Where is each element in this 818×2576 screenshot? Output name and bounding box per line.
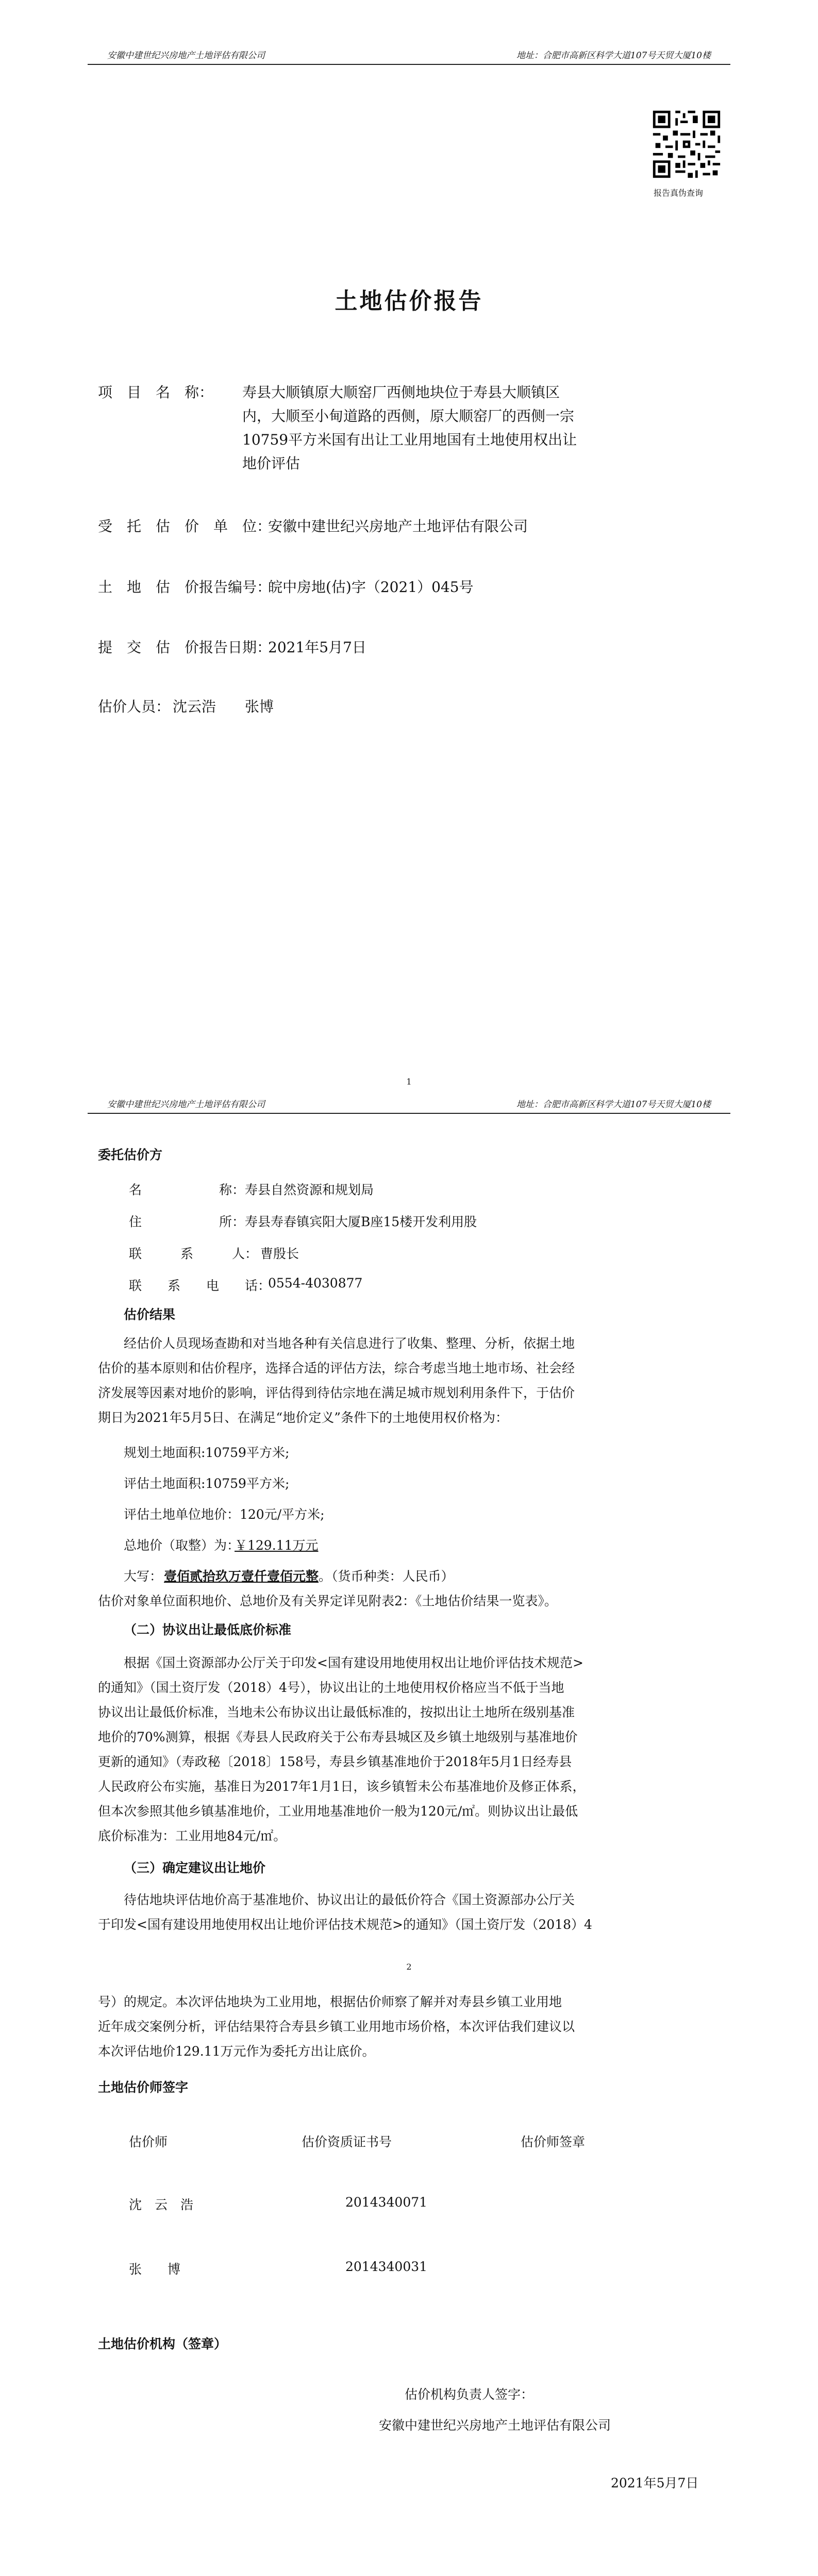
sec3-line-1: 待估地块评估地价高于基准地价、协议出让的最低价符合《国土资源部办公厅关 <box>124 1892 575 1907</box>
section2-heading: （二）协议出让最低底价标准 <box>124 1622 292 1637</box>
submit-date-value: 2021年5月7日 <box>268 639 366 656</box>
attachment-note: 估价对象单位面积地价、总地价及有关界定详见附表2：《土地估价结果一览表》。 <box>98 1594 557 1608</box>
result-para-line-1: 经估价人员现场查勘和对当地各种有关信息进行了收集、整理、分析，依据土地 <box>124 1336 575 1351</box>
header-address: 地址：合肥市高新区科学大道107号天贸大厦10楼 <box>516 50 711 61</box>
capital-note: 。（货币种类：人民币） <box>319 1569 454 1584</box>
entrust-value: 安徽中建世纪兴房地产土地评估有限公司 <box>268 518 528 535</box>
result-para-line-3: 济发展等因素对地价的影响，评估得到待估宗地在满足城市规划利用条件下，于估价 <box>98 1385 575 1400</box>
submit-date-label: 提 交 估 价报告日期： <box>98 639 272 656</box>
header-company: 安徽中建世纪兴房地产土地评估有限公司 <box>107 1099 265 1110</box>
signer-name-2: 张 博 <box>129 2262 181 2277</box>
org-heading: 土地估价机构（签章） <box>98 2336 227 2351</box>
page-number-1: 1 <box>406 1077 412 1087</box>
client-name-value: 寿县自然资源和规划局 <box>245 1182 374 1197</box>
entrust-label: 受 托 估 价 单 位： <box>98 518 272 535</box>
qr-code[interactable] <box>650 108 723 180</box>
page2-header <box>88 1096 730 1114</box>
appraisers-value: 沈云浩 张博 <box>173 698 274 715</box>
report-no-label: 土 地 估 价报告编号： <box>98 579 272 596</box>
unit-price: 评估土地单位地价：120元/平方米; <box>124 1507 325 1522</box>
p3-para-line-3: 本次评估地价129.11万元作为委托方出让底价。 <box>98 2044 375 2059</box>
result-heading: 估价结果 <box>124 1307 176 1322</box>
client-phone-label: 联 系 电 话： <box>129 1278 271 1293</box>
signer-name-1: 沈 云 浩 <box>129 2197 194 2212</box>
sec2-line-7: 但本次参照其他乡镇基准地价，工业用地基准地价一般为120元/㎡。则协议出让最低 <box>98 1804 578 1819</box>
signer-cert-2: 2014340031 <box>345 2259 428 2274</box>
project-line-3: 10759平方米国有出让工业用地国有土地使用权出让 <box>242 431 577 448</box>
client-phone-value: 0554-4030877 <box>268 1276 363 1291</box>
table-header-appraiser: 估价师 <box>129 2134 168 2149</box>
qr-caption: 报告真伪查询 <box>654 188 704 198</box>
project-label: 项 目 名 称： <box>98 384 214 401</box>
project-line-1: 寿县大顺镇原大顺窑厂西侧地块位于寿县大顺镇区 <box>242 384 560 401</box>
qr-code-icon <box>650 108 723 180</box>
client-address-label: 住 所： <box>129 1214 245 1229</box>
appraisers-label: 估价人员： <box>98 698 171 715</box>
sec2-line-2: 的通知》（国土资厅发（2018）4号），协议出让的土地使用权价格应当不低于当地 <box>98 1680 564 1695</box>
page-number-2: 2 <box>406 1962 412 1972</box>
sec2-line-1: 根据《国土资源部办公厅关于印发<国有建设用地使用权出让地价评估技术规范> <box>124 1655 583 1670</box>
client-address-value: 寿县寿春镇宾阳大厦B座15楼开发利用股 <box>245 1214 477 1229</box>
org-leader-label: 估价机构负责人签字： <box>405 2387 534 2402</box>
sec2-line-6: 人民政府公布实施，基准日为2017年1月1日，该乡镇暂未公布基准地价及修正体系， <box>98 1779 586 1794</box>
client-contact-label: 联 系 人： <box>129 1246 258 1261</box>
page1-header <box>88 47 730 65</box>
plan-area: 规划土地面积:10759平方米; <box>124 1445 290 1460</box>
capital-value: 壹佰贰拾玖万壹仟壹佰元整 <box>164 1569 319 1584</box>
sec2-line-3: 协议出让最低价标准，当地未公布协议出让最低标准的，按拟出让土地所在级别基准 <box>98 1705 575 1720</box>
result-para-line-2: 估价的基本原则和估价程序，选择合适的评估方法，综合考虑当地土地市场、社会经 <box>98 1361 575 1376</box>
report-title: 土地估价报告 <box>335 288 483 314</box>
header-company: 安徽中建世纪兴房地产土地评估有限公司 <box>107 50 265 61</box>
project-line-4: 地价评估 <box>242 455 301 472</box>
sec2-line-8: 底价标准为：工业用地84元/㎡。 <box>98 1828 287 1843</box>
sec3-line-2: 于印发<国有建设用地使用权出让地价评估技术规范>的通知》（国土资厅发（2018）4 <box>98 1917 592 1932</box>
signer-cert-1: 2014340071 <box>345 2195 428 2210</box>
eval-area: 评估土地面积:10759平方米; <box>124 1476 290 1491</box>
client-heading: 委托估价方 <box>98 1147 163 1162</box>
org-name: 安徽中建世纪兴房地产土地评估有限公司 <box>379 2418 611 2433</box>
org-date: 2021年5月7日 <box>611 2476 699 2490</box>
p3-para-line-2: 近年成交案例分析，评估结果符合寿县乡镇工业用地市场价格，本次评估我们建议以 <box>98 2019 575 2034</box>
client-contact-value: 曹殷长 <box>260 1246 299 1261</box>
total-price-value: ￥129.11万元 <box>235 1538 319 1553</box>
capital-label: 大写： <box>124 1569 163 1584</box>
client-name-label: 名 称： <box>129 1182 245 1197</box>
report-no-value: 皖中房地(估)字（2021）045号 <box>268 579 474 596</box>
total-price-label: 总地价（取整）为： <box>124 1538 240 1553</box>
project-line-2: 内，大顺至小甸道路的西侧，原大顺窑厂的西侧一宗 <box>242 408 575 425</box>
header-address: 地址：合肥市高新区科学大道107号天贸大厦10楼 <box>516 1099 711 1110</box>
result-para-line-4: 期日为2021年5月5日、在满足“地价定义”条件下的土地使用权价格为： <box>98 1410 508 1425</box>
section3-heading: （三）确定建议出让地价 <box>124 1860 266 1875</box>
table-header-seal: 估价师签章 <box>521 2134 586 2149</box>
p3-para-line-1: 号）的规定。本次评估地块为工业用地，根据估价师察了解并对寿县乡镇工业用地 <box>98 1994 562 2009</box>
table-header-cert: 估价资质证书号 <box>302 2134 392 2149</box>
sec2-line-4: 地价的70%测算，根据《寿县人民政府关于公布寿县城区及乡镇土地级别与基准地价 <box>98 1730 578 1744</box>
signer-heading: 土地估价师签字 <box>98 2080 189 2095</box>
sec2-line-5: 更新的通知》（寿政秘〔2018〕158号，寿县乡镇基准地价于2018年5月1日经寿县 <box>98 1754 572 1769</box>
